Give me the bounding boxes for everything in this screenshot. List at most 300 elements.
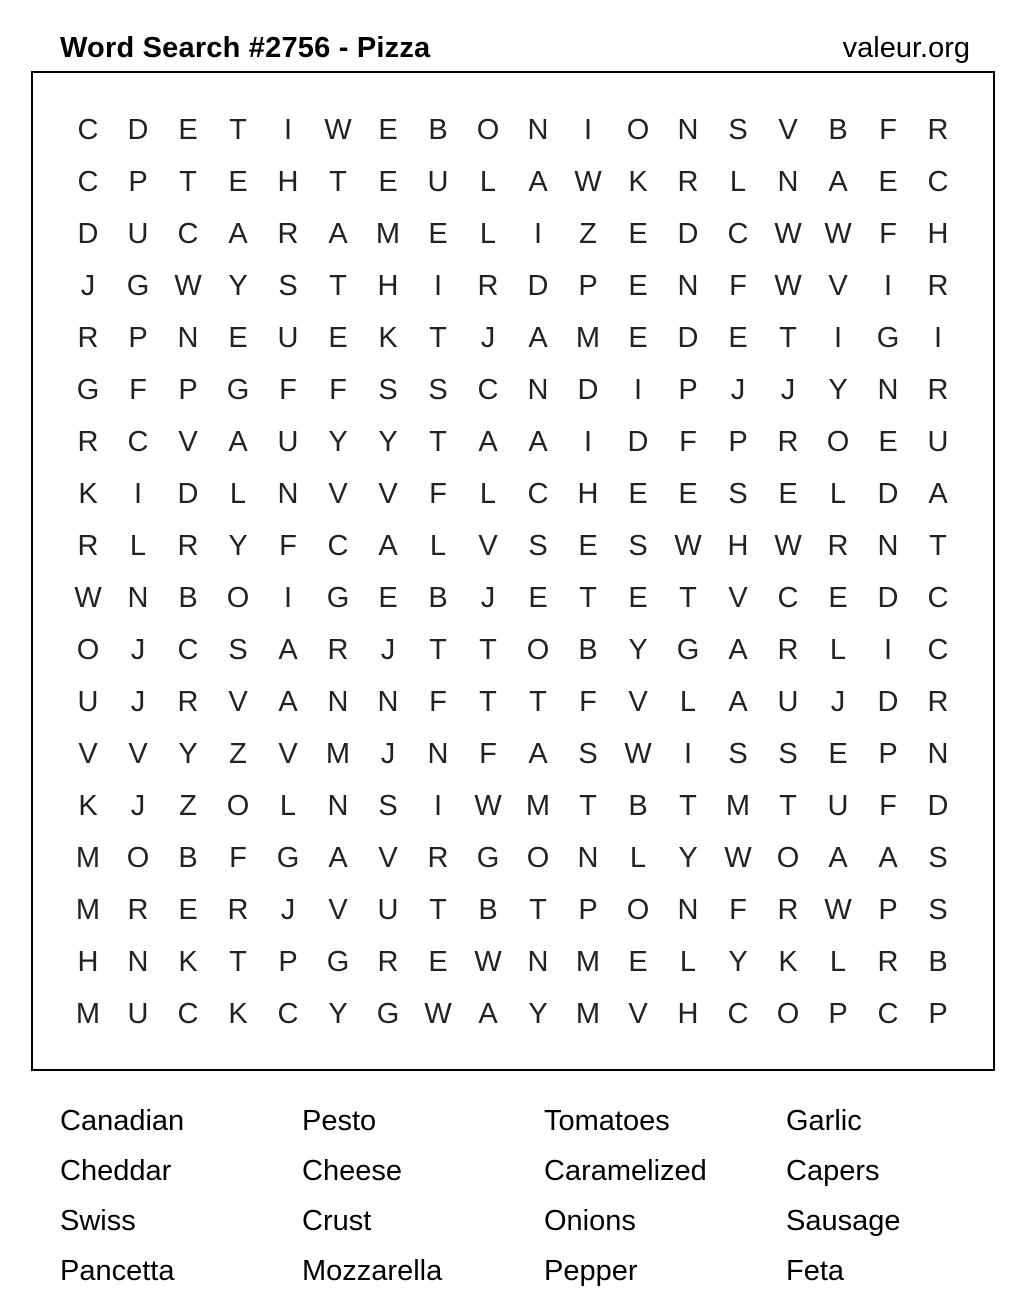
grid-letter[interactable]: E: [878, 166, 898, 198]
grid-letter[interactable]: E: [628, 218, 648, 250]
grid-letter[interactable]: E: [178, 894, 198, 926]
grid-letter[interactable]: T: [529, 686, 547, 718]
grid-letter[interactable]: O: [226, 790, 250, 822]
grid-letter[interactable]: E: [178, 114, 198, 146]
grid-letter[interactable]: K: [228, 998, 248, 1030]
grid-letter[interactable]: W: [324, 114, 352, 146]
grid-letter[interactable]: N: [427, 738, 449, 770]
grid-letter[interactable]: F: [579, 686, 597, 718]
grid-letter[interactable]: E: [828, 738, 848, 770]
grid-letter[interactable]: Y: [628, 634, 648, 666]
grid-letter[interactable]: C: [927, 166, 949, 198]
grid-letter[interactable]: H: [277, 166, 299, 198]
grid-letter[interactable]: L: [629, 842, 647, 874]
grid-letter[interactable]: N: [927, 738, 949, 770]
grid-letter[interactable]: R: [377, 946, 399, 978]
grid-letter[interactable]: H: [677, 998, 699, 1030]
grid-letter[interactable]: L: [729, 166, 747, 198]
grid-letter[interactable]: B: [428, 114, 448, 146]
grid-letter[interactable]: F: [429, 478, 447, 510]
grid-letter[interactable]: N: [577, 842, 599, 874]
grid-letter[interactable]: B: [178, 842, 198, 874]
grid-letter[interactable]: E: [428, 946, 448, 978]
grid-letter[interactable]: R: [477, 270, 499, 302]
grid-letter[interactable]: O: [826, 426, 850, 458]
grid-letter[interactable]: T: [479, 686, 497, 718]
grid-letter[interactable]: U: [77, 686, 99, 718]
grid-letter[interactable]: A: [278, 686, 298, 718]
grid-letter[interactable]: U: [927, 426, 949, 458]
grid-letter[interactable]: E: [878, 426, 898, 458]
grid-letter[interactable]: A: [528, 322, 548, 354]
grid-letter[interactable]: D: [877, 478, 899, 510]
grid-letter[interactable]: F: [429, 686, 447, 718]
grid-letter[interactable]: C: [777, 582, 799, 614]
grid-letter[interactable]: R: [927, 686, 949, 718]
grid-letter[interactable]: P: [878, 894, 898, 926]
grid-letter[interactable]: M: [575, 322, 601, 354]
grid-letter[interactable]: H: [927, 218, 949, 250]
grid-letter[interactable]: I: [933, 322, 943, 354]
grid-letter[interactable]: N: [677, 270, 699, 302]
grid-letter[interactable]: R: [227, 894, 249, 926]
grid-letter[interactable]: L: [479, 218, 497, 250]
grid-letter[interactable]: P: [828, 998, 848, 1030]
grid-letter[interactable]: N: [377, 686, 399, 718]
grid-letter[interactable]: R: [927, 374, 949, 406]
grid-letter[interactable]: C: [927, 634, 949, 666]
grid-letter[interactable]: M: [75, 998, 101, 1030]
grid-letter[interactable]: T: [529, 894, 547, 926]
grid-letter[interactable]: N: [777, 166, 799, 198]
grid-letter[interactable]: E: [578, 530, 598, 562]
grid-letter[interactable]: J: [830, 686, 846, 718]
grid-letter[interactable]: J: [130, 686, 146, 718]
grid-letter[interactable]: E: [378, 114, 398, 146]
grid-letter[interactable]: D: [877, 686, 899, 718]
grid-letter[interactable]: W: [624, 738, 652, 770]
grid-letter[interactable]: R: [327, 634, 349, 666]
grid-letter[interactable]: R: [177, 530, 199, 562]
grid-letter[interactable]: N: [677, 114, 699, 146]
grid-letter[interactable]: Y: [328, 998, 348, 1030]
grid-letter[interactable]: P: [278, 946, 298, 978]
grid-letter[interactable]: E: [378, 582, 398, 614]
grid-letter[interactable]: O: [626, 894, 650, 926]
grid-letter[interactable]: E: [628, 270, 648, 302]
grid-letter[interactable]: V: [278, 738, 298, 770]
grid-letter[interactable]: C: [127, 426, 149, 458]
grid-letter[interactable]: I: [283, 114, 293, 146]
grid-letter[interactable]: T: [679, 582, 697, 614]
grid-letter[interactable]: U: [127, 218, 149, 250]
grid-letter[interactable]: G: [226, 374, 250, 406]
grid-letter[interactable]: W: [824, 894, 852, 926]
grid-letter[interactable]: U: [127, 998, 149, 1030]
grid-letter[interactable]: Y: [228, 270, 248, 302]
grid-letter[interactable]: L: [829, 634, 847, 666]
grid-letter[interactable]: P: [128, 166, 148, 198]
grid-letter[interactable]: P: [878, 738, 898, 770]
grid-letter[interactable]: L: [479, 166, 497, 198]
grid-letter[interactable]: I: [283, 582, 293, 614]
grid-letter[interactable]: A: [728, 686, 748, 718]
grid-letter[interactable]: F: [129, 374, 147, 406]
grid-letter[interactable]: V: [328, 894, 348, 926]
grid-letter[interactable]: R: [77, 426, 99, 458]
grid-letter[interactable]: P: [928, 998, 948, 1030]
grid-letter[interactable]: D: [677, 322, 699, 354]
grid-letter[interactable]: V: [478, 530, 498, 562]
grid-letter[interactable]: S: [778, 738, 798, 770]
grid-letter[interactable]: E: [328, 322, 348, 354]
grid-letter[interactable]: V: [728, 582, 748, 614]
grid-letter[interactable]: Y: [228, 530, 248, 562]
grid-letter[interactable]: W: [674, 530, 702, 562]
grid-letter[interactable]: C: [327, 530, 349, 562]
grid-letter[interactable]: O: [76, 634, 100, 666]
grid-letter[interactable]: R: [677, 166, 699, 198]
grid-letter[interactable]: B: [178, 582, 198, 614]
grid-letter[interactable]: R: [927, 114, 949, 146]
grid-letter[interactable]: D: [927, 790, 949, 822]
grid-letter[interactable]: R: [777, 426, 799, 458]
grid-letter[interactable]: F: [279, 530, 297, 562]
grid-letter[interactable]: H: [577, 478, 599, 510]
grid-letter[interactable]: E: [228, 166, 248, 198]
grid-letter[interactable]: J: [480, 582, 496, 614]
grid-letter[interactable]: S: [578, 738, 598, 770]
grid-letter[interactable]: O: [776, 842, 800, 874]
grid-letter[interactable]: A: [478, 426, 498, 458]
grid-letter[interactable]: M: [575, 998, 601, 1030]
grid-letter[interactable]: D: [627, 426, 649, 458]
grid-letter[interactable]: T: [579, 790, 597, 822]
grid-letter[interactable]: R: [877, 946, 899, 978]
grid-letter[interactable]: L: [829, 478, 847, 510]
grid-letter[interactable]: O: [626, 114, 650, 146]
grid-letter[interactable]: C: [477, 374, 499, 406]
grid-letter[interactable]: H: [727, 530, 749, 562]
grid-letter[interactable]: Y: [528, 998, 548, 1030]
grid-letter[interactable]: F: [679, 426, 697, 458]
grid-letter[interactable]: B: [428, 582, 448, 614]
grid-letter[interactable]: I: [533, 218, 543, 250]
grid-letter[interactable]: R: [777, 894, 799, 926]
grid-letter[interactable]: K: [78, 478, 98, 510]
grid-letter[interactable]: O: [126, 842, 150, 874]
grid-letter[interactable]: I: [633, 374, 643, 406]
grid-letter[interactable]: V: [78, 738, 98, 770]
grid-letter[interactable]: N: [327, 686, 349, 718]
grid-letter[interactable]: Y: [728, 946, 748, 978]
grid-letter[interactable]: I: [133, 478, 143, 510]
grid-letter[interactable]: V: [378, 478, 398, 510]
grid-letter[interactable]: S: [228, 634, 248, 666]
grid-letter[interactable]: L: [129, 530, 147, 562]
grid-letter[interactable]: T: [429, 322, 447, 354]
grid-letter[interactable]: D: [77, 218, 99, 250]
grid-letter[interactable]: C: [177, 998, 199, 1030]
grid-letter[interactable]: T: [329, 166, 347, 198]
grid-letter[interactable]: I: [883, 270, 893, 302]
grid-letter[interactable]: V: [628, 686, 648, 718]
grid-letter[interactable]: A: [828, 842, 848, 874]
grid-letter[interactable]: F: [879, 114, 897, 146]
grid-letter[interactable]: S: [928, 894, 948, 926]
grid-letter[interactable]: M: [75, 894, 101, 926]
grid-letter[interactable]: U: [377, 894, 399, 926]
grid-letter[interactable]: E: [678, 478, 698, 510]
grid-letter[interactable]: S: [278, 270, 298, 302]
grid-letter[interactable]: P: [578, 894, 598, 926]
grid-letter[interactable]: R: [77, 322, 99, 354]
grid-letter[interactable]: O: [526, 842, 550, 874]
grid-letter[interactable]: H: [77, 946, 99, 978]
grid-letter[interactable]: A: [228, 218, 248, 250]
grid-letter[interactable]: S: [628, 530, 648, 562]
grid-letter[interactable]: N: [527, 946, 549, 978]
grid-letter[interactable]: C: [927, 582, 949, 614]
grid-letter[interactable]: U: [277, 322, 299, 354]
grid-letter[interactable]: U: [277, 426, 299, 458]
grid-letter[interactable]: Y: [328, 426, 348, 458]
grid-letter[interactable]: J: [380, 738, 396, 770]
grid-letter[interactable]: N: [677, 894, 699, 926]
grid-letter[interactable]: Y: [828, 374, 848, 406]
grid-letter[interactable]: G: [376, 998, 400, 1030]
grid-letter[interactable]: C: [727, 218, 749, 250]
grid-letter[interactable]: E: [778, 478, 798, 510]
grid-letter[interactable]: E: [628, 478, 648, 510]
grid-letter[interactable]: B: [628, 790, 648, 822]
grid-letter[interactable]: V: [178, 426, 198, 458]
grid-letter[interactable]: F: [729, 894, 747, 926]
grid-letter[interactable]: J: [730, 374, 746, 406]
grid-letter[interactable]: E: [378, 166, 398, 198]
grid-letter[interactable]: N: [127, 582, 149, 614]
grid-letter[interactable]: P: [678, 374, 698, 406]
grid-letter[interactable]: N: [327, 790, 349, 822]
grid-letter[interactable]: W: [824, 218, 852, 250]
grid-letter[interactable]: W: [774, 270, 802, 302]
grid-letter[interactable]: T: [229, 114, 247, 146]
grid-letter[interactable]: U: [777, 686, 799, 718]
grid-letter[interactable]: R: [277, 218, 299, 250]
grid-letter[interactable]: L: [279, 790, 297, 822]
grid-letter[interactable]: P: [178, 374, 198, 406]
grid-letter[interactable]: E: [228, 322, 248, 354]
grid-letter[interactable]: R: [827, 530, 849, 562]
grid-letter[interactable]: I: [883, 634, 893, 666]
grid-letter[interactable]: R: [427, 842, 449, 874]
grid-letter[interactable]: M: [325, 738, 351, 770]
grid-letter[interactable]: Y: [378, 426, 398, 458]
grid-letter[interactable]: I: [433, 790, 443, 822]
grid-letter[interactable]: Z: [579, 218, 597, 250]
grid-letter[interactable]: C: [727, 998, 749, 1030]
grid-letter[interactable]: L: [229, 478, 247, 510]
grid-letter[interactable]: C: [177, 634, 199, 666]
grid-letter[interactable]: F: [329, 374, 347, 406]
grid-letter[interactable]: D: [177, 478, 199, 510]
grid-letter[interactable]: S: [378, 790, 398, 822]
grid-letter[interactable]: T: [579, 582, 597, 614]
grid-letter[interactable]: G: [676, 634, 700, 666]
grid-letter[interactable]: C: [177, 218, 199, 250]
grid-letter[interactable]: T: [679, 790, 697, 822]
grid-letter[interactable]: N: [877, 530, 899, 562]
grid-letter[interactable]: Z: [229, 738, 247, 770]
grid-letter[interactable]: D: [677, 218, 699, 250]
grid-letter[interactable]: E: [528, 582, 548, 614]
grid-letter[interactable]: Y: [178, 738, 198, 770]
grid-letter[interactable]: M: [375, 218, 401, 250]
grid-letter[interactable]: F: [279, 374, 297, 406]
grid-letter[interactable]: G: [276, 842, 300, 874]
grid-letter[interactable]: T: [229, 946, 247, 978]
grid-letter[interactable]: R: [77, 530, 99, 562]
grid-letter[interactable]: L: [679, 946, 697, 978]
grid-letter[interactable]: V: [828, 270, 848, 302]
grid-letter[interactable]: A: [478, 998, 498, 1030]
grid-letter[interactable]: G: [326, 582, 350, 614]
grid-letter[interactable]: A: [278, 634, 298, 666]
grid-letter[interactable]: P: [578, 270, 598, 302]
grid-letter[interactable]: Y: [678, 842, 698, 874]
grid-letter[interactable]: S: [728, 114, 748, 146]
grid-letter[interactable]: J: [280, 894, 296, 926]
grid-letter[interactable]: J: [130, 790, 146, 822]
grid-letter[interactable]: T: [929, 530, 947, 562]
grid-letter[interactable]: B: [578, 634, 598, 666]
grid-letter[interactable]: M: [75, 842, 101, 874]
grid-letter[interactable]: L: [429, 530, 447, 562]
grid-letter[interactable]: O: [476, 114, 500, 146]
grid-letter[interactable]: J: [130, 634, 146, 666]
grid-letter[interactable]: K: [378, 322, 398, 354]
grid-letter[interactable]: P: [728, 426, 748, 458]
grid-letter[interactable]: V: [778, 114, 798, 146]
grid-letter[interactable]: F: [729, 270, 747, 302]
grid-letter[interactable]: P: [128, 322, 148, 354]
grid-letter[interactable]: M: [525, 790, 551, 822]
grid-letter[interactable]: K: [178, 946, 198, 978]
grid-letter[interactable]: N: [527, 374, 549, 406]
grid-letter[interactable]: W: [724, 842, 752, 874]
grid-letter[interactable]: M: [575, 946, 601, 978]
grid-letter[interactable]: W: [574, 166, 602, 198]
grid-letter[interactable]: D: [127, 114, 149, 146]
grid-letter[interactable]: S: [728, 478, 748, 510]
grid-letter[interactable]: J: [380, 634, 396, 666]
grid-letter[interactable]: A: [378, 530, 398, 562]
grid-letter[interactable]: E: [628, 946, 648, 978]
grid-letter[interactable]: W: [174, 270, 202, 302]
grid-letter[interactable]: B: [478, 894, 498, 926]
grid-letter[interactable]: B: [928, 946, 948, 978]
grid-letter[interactable]: A: [528, 426, 548, 458]
grid-letter[interactable]: G: [76, 374, 100, 406]
grid-letter[interactable]: O: [526, 634, 550, 666]
grid-letter[interactable]: D: [577, 374, 599, 406]
grid-letter[interactable]: R: [177, 686, 199, 718]
grid-letter[interactable]: O: [226, 582, 250, 614]
grid-letter[interactable]: W: [474, 946, 502, 978]
grid-letter[interactable]: C: [77, 166, 99, 198]
grid-letter[interactable]: S: [928, 842, 948, 874]
grid-letter[interactable]: J: [480, 322, 496, 354]
grid-letter[interactable]: E: [828, 582, 848, 614]
grid-letter[interactable]: L: [679, 686, 697, 718]
grid-letter[interactable]: N: [527, 114, 549, 146]
grid-letter[interactable]: W: [774, 530, 802, 562]
grid-letter[interactable]: W: [74, 582, 102, 614]
grid-letter[interactable]: S: [378, 374, 398, 406]
grid-letter[interactable]: W: [424, 998, 452, 1030]
grid-letter[interactable]: V: [328, 478, 348, 510]
grid-letter[interactable]: T: [329, 270, 347, 302]
grid-letter[interactable]: T: [429, 426, 447, 458]
grid-letter[interactable]: U: [827, 790, 849, 822]
grid-letter[interactable]: I: [433, 270, 443, 302]
grid-letter[interactable]: F: [879, 790, 897, 822]
grid-letter[interactable]: J: [780, 374, 796, 406]
grid-letter[interactable]: O: [776, 998, 800, 1030]
grid-letter[interactable]: V: [378, 842, 398, 874]
grid-letter[interactable]: E: [628, 582, 648, 614]
grid-letter[interactable]: V: [128, 738, 148, 770]
grid-letter[interactable]: I: [583, 114, 593, 146]
grid-letter[interactable]: T: [779, 322, 797, 354]
grid-letter[interactable]: T: [429, 894, 447, 926]
grid-letter[interactable]: S: [428, 374, 448, 406]
grid-letter[interactable]: W: [474, 790, 502, 822]
grid-letter[interactable]: B: [828, 114, 848, 146]
grid-letter[interactable]: H: [377, 270, 399, 302]
grid-letter[interactable]: A: [928, 478, 948, 510]
grid-letter[interactable]: T: [779, 790, 797, 822]
grid-letter[interactable]: G: [326, 946, 350, 978]
grid-letter[interactable]: G: [876, 322, 900, 354]
grid-letter[interactable]: N: [177, 322, 199, 354]
grid-letter[interactable]: K: [628, 166, 648, 198]
grid-letter[interactable]: A: [528, 738, 548, 770]
grid-letter[interactable]: A: [728, 634, 748, 666]
grid-letter[interactable]: N: [877, 374, 899, 406]
grid-letter[interactable]: D: [527, 270, 549, 302]
grid-letter[interactable]: C: [877, 998, 899, 1030]
grid-letter[interactable]: E: [628, 322, 648, 354]
grid-letter[interactable]: T: [179, 166, 197, 198]
grid-letter[interactable]: M: [725, 790, 751, 822]
grid-letter[interactable]: E: [728, 322, 748, 354]
grid-letter[interactable]: A: [328, 842, 348, 874]
grid-letter[interactable]: F: [879, 218, 897, 250]
grid-letter[interactable]: T: [479, 634, 497, 666]
grid-letter[interactable]: K: [778, 946, 798, 978]
grid-letter[interactable]: S: [528, 530, 548, 562]
grid-letter[interactable]: V: [628, 998, 648, 1030]
grid-letter[interactable]: S: [728, 738, 748, 770]
grid-letter[interactable]: A: [528, 166, 548, 198]
grid-letter[interactable]: F: [229, 842, 247, 874]
grid-letter[interactable]: E: [428, 218, 448, 250]
grid-letter[interactable]: C: [277, 998, 299, 1030]
grid-letter[interactable]: C: [77, 114, 99, 146]
grid-letter[interactable]: I: [683, 738, 693, 770]
grid-letter[interactable]: L: [829, 946, 847, 978]
